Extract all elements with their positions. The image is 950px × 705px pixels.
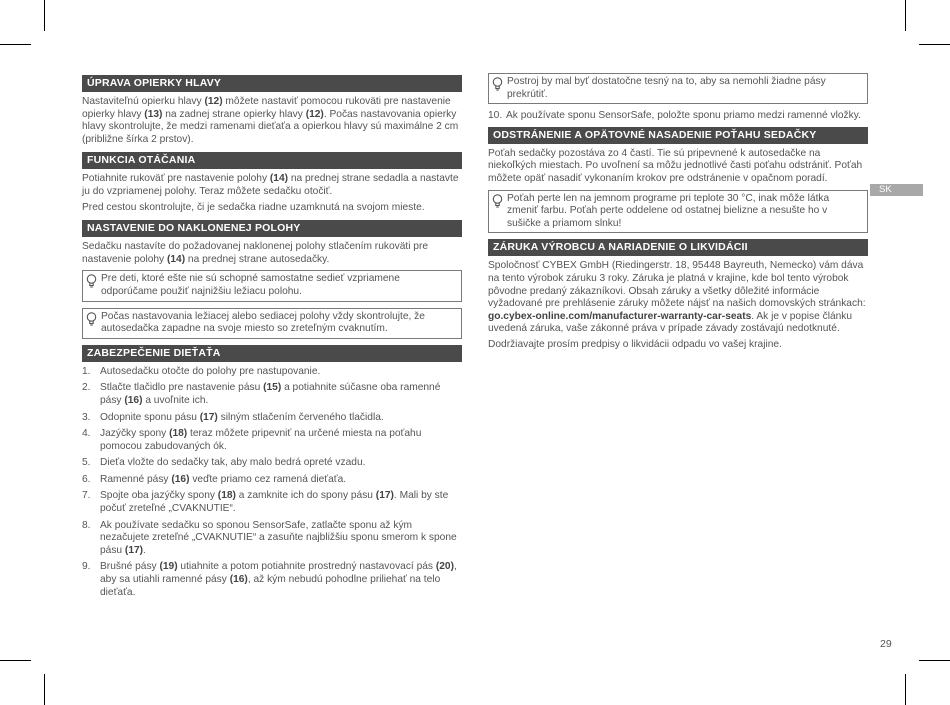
section-header-recline: NASTAVENIE DO NAKLONENEJ POLOHY xyxy=(82,220,462,237)
list-item: 8. Ak používate sedačku so sponou SensorSafe, zatlačte sponu až kým nezačujete zreteľné „CVAKNUTIE“ a zasuňte najbližšiu sponu smerom k spone pásu (17). xyxy=(82,519,457,556)
tip-note xyxy=(82,270,462,301)
tip-note-text: Počas nastavovania ležiacej alebo sediacej polohy vždy skontrolujte, že autosedačka zapadne na svoje miesto so zreteľným cvaknutím. xyxy=(101,310,425,335)
disposal-paragraph: Dodržiavajte prosím predpisy o likvidácii odpadu vo vašej krajine. xyxy=(488,338,782,350)
rotate-paragraph: Potiahnite rukoväť pre nastavenie polohy (14) na prednej strane sedadla a nastavte ju do vzpriamenej polohy. Teraz môžete sedačku otočiť. xyxy=(82,173,459,197)
tip-note-text: Postroj by mal byť dostatočne tesný na to, aby sa nemohli žiadne pásy prekrútiť. xyxy=(507,76,826,100)
crop-mark xyxy=(905,674,906,705)
list-item: 6. Ramenné pásy (16) veďte priamo cez ramená dieťaťa. xyxy=(82,473,347,485)
section-header-cover: ODSTRÁNENIE A OPÄTOVNÉ NASADENIE POŤAHU SEDAČKY xyxy=(488,127,868,144)
page-number: 29 xyxy=(880,638,892,650)
list-item: 1. Autosedačku otočte do polohy pre nastupovanie. xyxy=(82,365,321,377)
list-item: 3. Odopnite sponu pásu (17) silným stlačením červeného tlačidla. xyxy=(82,411,384,423)
list-item: 7. Spojte oba jazýčky spony (18) a zamknite ich do spony pásu (17). Mali by ste počuť zreteľné „CVAKNUTIE“. xyxy=(82,490,449,515)
crop-mark xyxy=(919,44,950,45)
section-header-securing: ZABEZPEČENIE DIEŤAŤA xyxy=(82,345,462,362)
right-column xyxy=(488,71,868,355)
lightbulb-icon xyxy=(492,77,503,91)
list-item: 9. Brušné pásy (19) utiahnite a potom potiahnite prostredný nastavovací pás (20), aby sa utiahli ramenné pásy (16), až kým nebudú pohodlne priliehať na telo dieťaťa. xyxy=(82,561,457,598)
section-header-warranty: ZÁRUKA VÝROBCU A NARIADENIE O LIKVIDÁCII xyxy=(488,239,868,256)
securing-steps-list-continued xyxy=(488,110,868,123)
rotate-paragraph-2: Pred cestou skontrolujte, či je sedačka riadne uzamknutá na svojom mieste. xyxy=(82,201,425,213)
list-item: 10. Ak používate sponu SensorSafe, položte sponu priamo medzi ramenné vložky. xyxy=(488,110,861,122)
lightbulb-icon xyxy=(492,194,503,208)
tip-note-text: Poťah perte len na jemnom programe pri teplote 30 °C, inak môže látka zmeniť farbu. Poťah perte oddelene od ostatnej bielizne a nesušte ho v sušičke a priamom slnku! xyxy=(507,192,830,229)
left-column xyxy=(82,71,462,603)
crop-mark xyxy=(44,0,45,31)
crop-mark xyxy=(44,674,45,705)
crop-mark xyxy=(919,660,950,661)
list-item: 2. Stlačte tlačidlo pre nastavenie pásu (15) a potiahnite súčasne oba ramenné pásy (16) a uvoľnite ich. xyxy=(82,382,441,406)
tip-note xyxy=(82,308,462,339)
warranty-link[interactable]: go.cybex-online.com/manufacturer-warranty-car-seats xyxy=(488,310,752,322)
cover-paragraph: Poťah sedačky pozostáva zo 4 častí. Tie sú pripevnené k autosedačke na niekoľkých miestach. Po uvoľnení sa môžu jednotlivé časti poťahu odstrániť. Poťah môžete opäť nasadiť vykonaním krokov pre odstránenie v opačnom poradí. xyxy=(488,147,863,184)
section-header-headrest: ÚPRAVA OPIERKY HLAVY xyxy=(82,75,462,92)
tip-note-text: Pre deti, ktoré ešte nie sú schopné samostatne sedieť vzpriamene odporúčame použiť najnižšiu ležiacu polohu. xyxy=(101,273,400,297)
section-header-rotate: FUNKCIA OTÁČANIA xyxy=(82,152,462,169)
lightbulb-icon xyxy=(86,274,97,288)
crop-mark xyxy=(0,44,31,45)
list-item: 5. Dieťa vložte do sedačky tak, aby malo bedrá opreté vzadu. xyxy=(82,457,366,469)
recline-paragraph: Sedačku nastavíte do požadovanej naklonenej polohy stlačením rukoväti pre nastavenie polohy (14) na prednej strane autosedačky. xyxy=(82,241,429,265)
headrest-paragraph: Nastaviteľnú opierku hlavy (12) môžete nastaviť pomocou rukoväti pre nastavenie opierky hlavy (13) na zadnej strane opierky hlavy (12). Počas nastavovania opierky hlavy skontrolujte, že medzi ramenami dieťaťa a opierkou hlavy sú maximálne 2 cm (približne šírka 2 prstov). xyxy=(82,96,459,145)
crop-mark xyxy=(0,660,31,661)
tip-note xyxy=(488,73,868,104)
crop-mark xyxy=(905,0,906,31)
warranty-paragraph: Spoločnosť CYBEX GmbH (Riedingerstr. 18, 95448 Bayreuth, Nemecko) vám dáva na tento výrobok záruku 3 roky. Záruka je platná v krajine, kde bol tento výrobok pôvodne predaný zákazníkovi. Obsah záruky a všetky dôležité informácie vyžadované pre prehlásenie záruky môžete nájsť na našich domovských stránkach: go.cybex-online.com/manufacturer-warranty-car-seats. Ak je v popise článku uvedená záruka, vaše zákonné práva v prípade závady zostávajú nedotknuté. xyxy=(488,260,866,335)
list-item: 4. Jazýčky spony (18) teraz môžete pripevniť na určené miesta na poťahu pomocou zabudovaných ók. xyxy=(82,428,422,452)
language-tab: SK xyxy=(870,184,923,196)
tip-note xyxy=(488,190,868,234)
lightbulb-icon xyxy=(86,312,97,326)
securing-steps-list xyxy=(82,366,462,600)
